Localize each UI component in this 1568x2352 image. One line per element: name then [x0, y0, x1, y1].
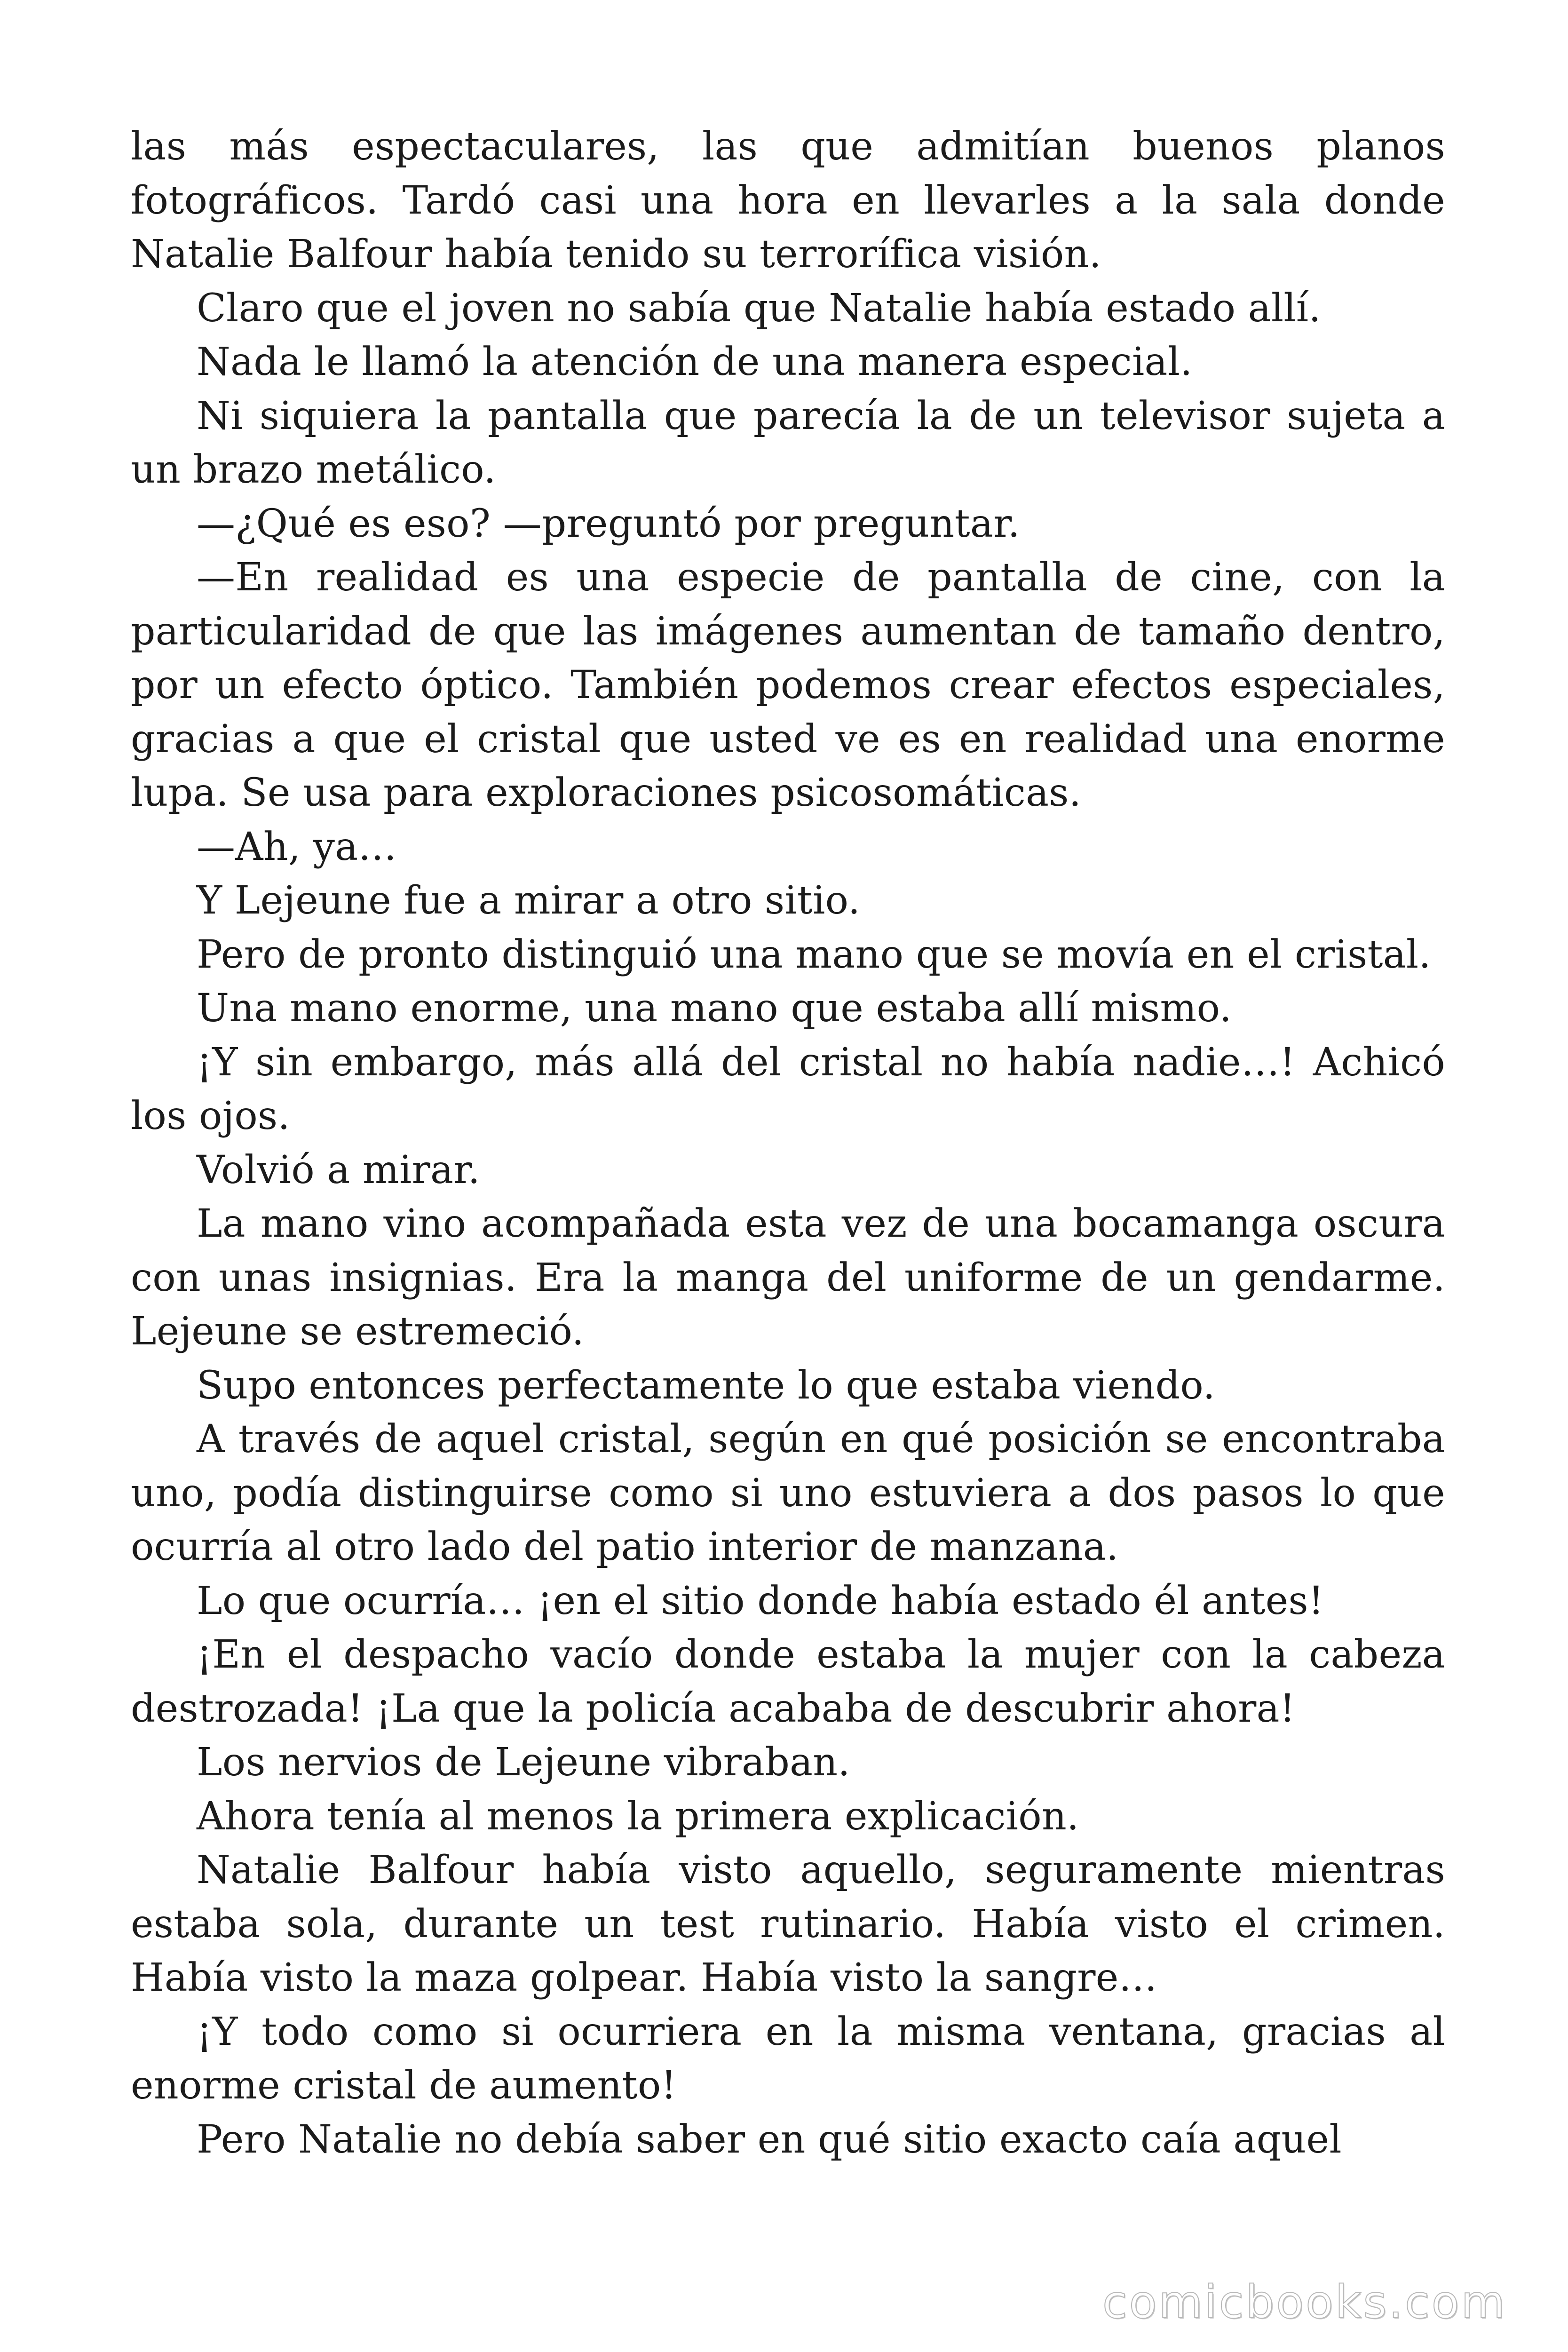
paragraph: Y Lejeune fue a mirar a otro sitio.: [197, 878, 861, 923]
paragraph: —¿Qué es eso? —preguntó por preguntar.: [197, 501, 1020, 546]
paragraph: A través de aquel cristal, según en qué posición se encontraba uno, podía distinguirse como si uno estuviera a dos pasos lo que ocurría al otro lado del patio interior de manzana.: [131, 1417, 1445, 1569]
paragraph: Volvió a mirar.: [197, 1147, 481, 1192]
page-text: [131, 120, 1445, 2167]
paragraph: Una mano enorme, una mano que estaba allí mismo.: [197, 986, 1232, 1031]
paragraph: ¡Y sin embargo, más allá del cristal no había nadie…! Achicó los ojos.: [131, 1040, 1445, 1138]
paragraph: Nada le llamó la atención de una manera especial.: [197, 340, 1193, 384]
paragraph: La mano vino acompañada esta vez de una bocamanga oscura con unas insignias. Era la manga del uniforme de un gendarme. Lejeune se estremeció.: [131, 1201, 1445, 1354]
paragraph: ¡En el despacho vacío donde estaba la mujer con la cabeza destrozada! ¡La que la policía acababa de descubrir ahora!: [131, 1632, 1445, 1731]
paragraph: ¡Y todo como si ocurriera en la misma ventana, gracias al enorme cristal de aumento!: [131, 2009, 1445, 2108]
paragraph: —Ah, ya…: [197, 824, 397, 869]
paragraph: —En realidad es una especie de pantalla de cine, con la particularidad de que las imágenes aumentan de tamaño dentro, por un efecto óptico. También podemos crear efectos especiales, gracias a que el cristal que usted ve es en realidad una enorme lupa. Se usa para exploraciones psicosomáticas.: [131, 555, 1445, 815]
watermark: comicbooks.com: [1102, 2276, 1507, 2328]
paragraph: Natalie Balfour había visto aquello, seguramente mientras estaba sola, durante un test rutinario. Había visto el crimen. Había visto la maza golpear. Había visto la sangre…: [131, 1848, 1445, 2000]
paragraph: Pero de pronto distinguió una mano que se movía en el cristal.: [197, 932, 1431, 977]
paragraph: Los nervios de Lejeune vibraban.: [197, 1740, 850, 1785]
paragraph: Ahora tenía al menos la primera explicación.: [197, 1794, 1079, 1839]
paragraph: las más espectaculares, las que admitían buenos planos fotográficos. Tardó casi una hora en llevarles a la sala donde Natalie Balfour había tenido su terrorífica visión.: [131, 124, 1445, 277]
paragraph: Claro que el joven no sabía que Natalie había estado allí.: [197, 286, 1321, 331]
paragraph: Lo que ocurría… ¡en el sitio donde había estado él antes!: [197, 1578, 1324, 1623]
paragraph: Supo entonces perfectamente lo que estaba viendo.: [197, 1363, 1215, 1408]
paragraph: Ni siquiera la pantalla que parecía la de un televisor sujeta a un brazo metálico.: [131, 393, 1445, 492]
paragraph: Pero Natalie no debía saber en qué sitio exacto caía aquel: [197, 2117, 1342, 2162]
